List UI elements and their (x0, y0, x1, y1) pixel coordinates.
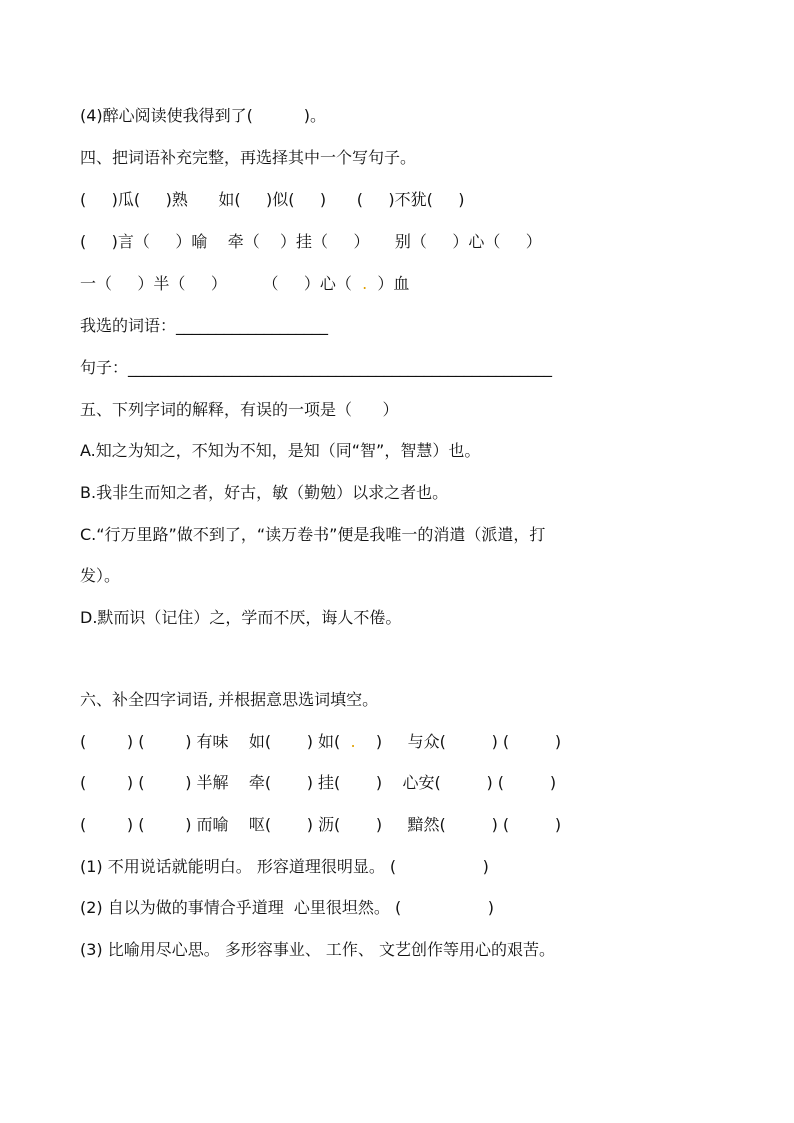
section-6-item-3: (3) 比喻用尽心思。 多形容事业、 工作、 文艺创作等用心的艰苦。 (80, 940, 556, 959)
section-5-title: 五、下列字词的解释，有误的一项是（ ） (80, 400, 399, 419)
section-6-row-1 (80, 732, 561, 752)
section-6-row-1-part-a: ( ) ( ) 有味 如( ) 如( (80, 732, 351, 751)
section-4-choice-label: 我选的词语：___________________ (80, 316, 329, 335)
section-6-row-2: ( ) ( ) 半解 牵( ) 挂( ) 心安( ) ( ) (80, 773, 557, 792)
section-4-row-3-part-b: ）血 (367, 274, 410, 293)
section-6-row-1-dot: . (350, 732, 356, 751)
section-5-option-a: A.知之为知之，不知为不知，是知（同“智”，智慧）也。 (80, 441, 481, 460)
section-6-row-1-part-b: ) 与众( ) ( ) (355, 732, 562, 751)
section-5-option-c-line-1: C.“行万里路”做不到了，“读万卷书”便是我唯一的消遣（派遣，打 (80, 525, 546, 544)
section-4-row-3-part-a: 一（ ）半（ ） （ ）心（ (80, 274, 363, 293)
section-6-item-1: (1) 不用说话就能明白。 形容道理很明显。 ( ) (80, 857, 489, 876)
section-6-title: 六、补全四字词语, 并根据意思选词填空。 (80, 690, 379, 709)
section-4-row-1: ( )瓜( )熟 如( )似( ) ( )不犹( ) (80, 190, 465, 209)
section-6-row-3: ( ) ( ) 而喻 呕( ) 沥( ) 黯然( ) ( ) (80, 815, 562, 834)
section-4-row-3 (80, 274, 409, 294)
q4-item-4: (4)醉心阅读使我得到了( )。 (80, 106, 327, 125)
section-4-row-2: ( )言（ ）喻 牵（ ）挂（ ） 别（ ）心（ ） (80, 232, 542, 251)
section-5-option-d: D.默而识（记住）之，学而不厌，诲人不倦。 (80, 608, 402, 627)
section-5-option-c-line-2: 发）。 (80, 566, 121, 585)
section-5-option-b: B.我非生而知之者，好古，敏（勤勉）以求之者也。 (80, 483, 449, 502)
section-4-row-3-dot: . (362, 274, 368, 293)
section-6-item-2: (2) 自以为做的事情合乎道理 心里很坦然。 ( ) (80, 898, 494, 917)
section-4-sentence-label: 句子：_____________________________________________________ (80, 358, 553, 377)
section-4-title: 四、把词语补充完整，再选择其中一个写句子。 (80, 148, 417, 167)
